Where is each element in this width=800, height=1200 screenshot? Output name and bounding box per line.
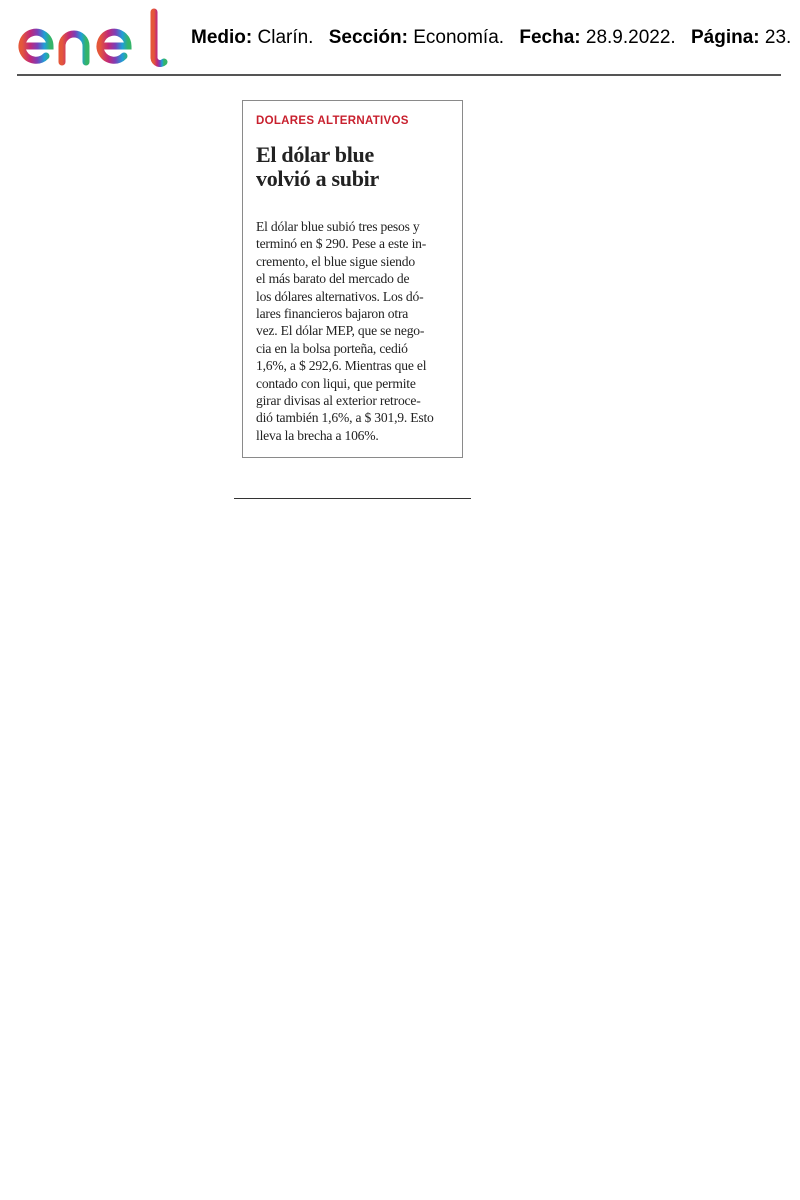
body-line: lleva la brecha a 106%. <box>256 427 379 443</box>
pagina-value: 23. <box>764 27 792 48</box>
body-line: los dólares alternativos. Los dó- <box>256 288 424 304</box>
headline-line: El dólar blue <box>256 142 374 167</box>
enel-logo <box>14 6 174 70</box>
medio-label: Medio: <box>191 27 253 48</box>
medio-value: Clarín. <box>257 27 314 48</box>
article-clipping <box>242 100 463 458</box>
fecha-value: 28.9.2022. <box>585 27 676 48</box>
pagina-label: Página: <box>690 27 760 48</box>
header-meta <box>191 24 791 52</box>
body-line: contado con liqui, que permite <box>256 375 416 391</box>
body-line: el más barato del mercado de <box>256 271 410 287</box>
page-header <box>0 0 800 76</box>
body-line: cremento, el blue sigue siendo <box>256 253 415 269</box>
header-divider <box>17 74 781 76</box>
seccion-label: Sección: <box>328 27 408 48</box>
body-line: terminó en $ 290. Pese a este in- <box>256 236 427 252</box>
body-line: lares financieros bajaron otra <box>256 306 409 322</box>
body-line: 1,6%, a $ 292,6. Mientras que el <box>256 358 427 374</box>
body-line: dió también 1,6%, a $ 301,9. Esto <box>256 410 434 426</box>
article-end-rule <box>234 498 471 499</box>
logo-text: enel <box>14 6 16 7</box>
seccion-value: Economía. <box>413 27 505 48</box>
article-body <box>256 218 452 444</box>
article-kicker: DOLARES ALTERNATIVOS <box>256 115 409 127</box>
article-headline <box>256 143 456 191</box>
body-line: vez. El dólar MEP, que se nego- <box>256 323 425 339</box>
body-line: cia en la bolsa porteña, cedió <box>256 340 408 356</box>
body-line: girar divisas al exterior retroce- <box>256 393 421 409</box>
headline-line: volvió a subir <box>256 166 379 191</box>
body-line: El dólar blue subió tres pesos y <box>256 219 420 234</box>
fecha-label: Fecha: <box>519 27 581 48</box>
